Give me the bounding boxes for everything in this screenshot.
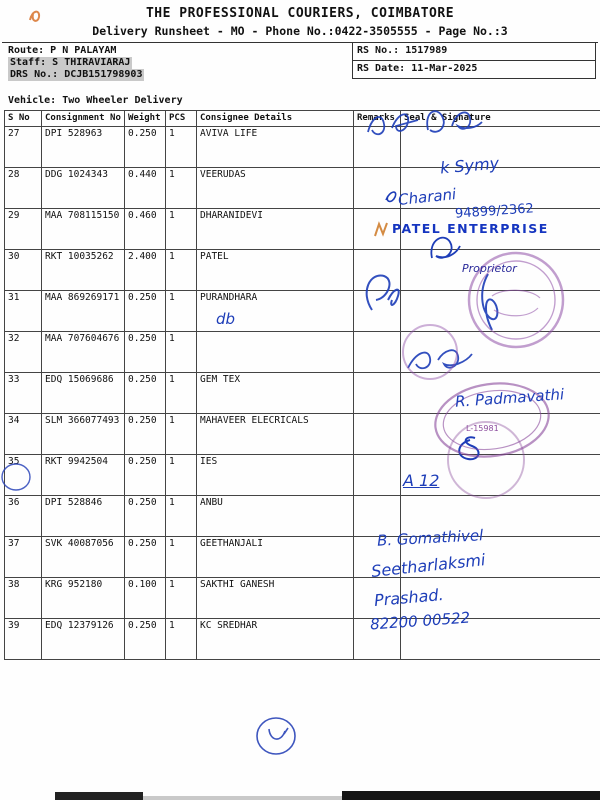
cell-weight: 0.460 [125,209,166,250]
cell-consignee-details: AVIVA LIFE [197,127,354,168]
cell-consignee-details: PURANDHARA [197,291,354,332]
cell-pcs: 1 [166,496,197,537]
staff-line [8,57,144,69]
cell-remarks [354,168,401,209]
table-row [5,332,600,373]
cell-weight: 2.400 [125,250,166,291]
cell-seal-signature [401,373,600,414]
rs-info-box [352,43,596,79]
rs-date-label: RS Date: [357,63,406,74]
table-row [5,496,600,537]
cell-consignment-no: MAA 708115150 [42,209,125,250]
cell-remarks [354,537,401,578]
column-header: Consignment No [42,111,125,127]
scan-artifact-bar-right [342,791,600,800]
cell-weight: 0.250 [125,496,166,537]
vehicle-value: Two Wheeler Delivery [62,95,183,106]
cell-sno: 35 [5,455,42,496]
cell-sno: 37 [5,537,42,578]
cell-consignee-details: ANBU [197,496,354,537]
cell-consignment-no: RKT 9942504 [42,455,125,496]
cell-weight: 0.250 [125,291,166,332]
cell-remarks [354,291,401,332]
cell-pcs: 1 [166,537,197,578]
cell-remarks [354,332,401,373]
cell-seal-signature [401,619,600,660]
signature-text-row28: k Symy [439,153,500,178]
column-header: Remarks [354,111,401,127]
scan-artifact-bar-mid [143,796,343,800]
rs-no-line [353,43,595,61]
cell-seal-signature [401,414,600,455]
table-row [5,619,600,660]
cell-remarks [354,619,401,660]
column-header: S No [5,111,42,127]
column-header: PCS [166,111,197,127]
cell-consignee-details: GEM TEX [197,373,354,414]
cell-consignee-details: IES [197,455,354,496]
table-row [5,250,600,291]
table-row [5,291,600,332]
route-value: P N PALAYAM [50,45,117,56]
cell-pcs: 1 [166,373,197,414]
stamp-text-proprietor: Proprietor [462,262,517,275]
phone-note-row39: 82200 00522 [369,608,471,634]
cell-sno: 30 [5,250,42,291]
cell-consignment-no: KRG 952180 [42,578,125,619]
table-head-row [5,111,600,127]
cell-sno: 33 [5,373,42,414]
cell-weight: 0.250 [125,373,166,414]
cell-remarks [354,414,401,455]
cell-sno: 34 [5,414,42,455]
cell-weight: 0.250 [125,127,166,168]
vehicle-label: Vehicle: [8,95,57,106]
cell-consignment-no: SVK 40087056 [42,537,125,578]
cell-pcs: 1 [166,578,197,619]
cell-remarks [354,373,401,414]
cell-remarks [354,127,401,168]
header-info-left [8,45,144,81]
pen-circle-bottom [257,718,295,754]
cell-consignee-details: DHARANIDEVI [197,209,354,250]
cell-consignment-no: DPI 528846 [42,496,125,537]
drs-highlight [8,69,144,81]
cell-remarks [354,578,401,619]
cell-pcs: 1 [166,168,197,209]
cell-consignment-no: MAA 869269171 [42,291,125,332]
cell-consignee-details [197,332,354,373]
table-row [5,168,600,209]
signature-text-row37: B. Gomathivel [376,526,484,550]
cell-consignee-details: GEETHANJALI [197,537,354,578]
runsheet-table [4,110,600,660]
cell-sno: 32 [5,332,42,373]
cell-sno: 28 [5,168,42,209]
drs-line [8,69,144,81]
table-row [5,373,600,414]
table-body [5,127,600,660]
cell-weight: 0.250 [125,332,166,373]
phone-note-row29: 94899/2362 [454,201,535,222]
cell-pcs: 1 [166,332,197,373]
column-header: Weight [125,111,166,127]
cell-pcs: 1 [166,291,197,332]
document-subtitle: Delivery Runsheet - MO - Phone No.:0422-3505555 - Page No.:3 [92,24,508,38]
cell-pcs: 1 [166,414,197,455]
cell-sno: 36 [5,496,42,537]
cell-weight: 0.100 [125,578,166,619]
signature-text-row39: Prashad. [373,585,445,610]
cell-pcs: 1 [166,127,197,168]
signature-text-row36: A 12 [403,471,440,490]
cell-consignee-details: KC SREDHAR [197,619,354,660]
stamp-text-patel-enterprise: PATEL ENTERPRISE [392,221,549,236]
table-row [5,209,600,250]
cell-seal-signature [401,250,600,291]
cell-consignment-no: DPI 528963 [42,127,125,168]
rs-date-value: 11-Mar-2025 [411,63,478,74]
table-row [5,578,600,619]
signature-text-row29: Charani [397,185,458,209]
column-header: Seal & Signature [401,111,600,127]
cell-seal-signature [401,168,600,209]
cell-seal-signature [401,578,600,619]
staff-value: S THIRAVIARAJ [52,57,131,68]
cell-sno: 29 [5,209,42,250]
cell-weight: 0.250 [125,414,166,455]
cell-sno: 39 [5,619,42,660]
table-row [5,414,600,455]
stamp-license-number: L-15981 [466,424,499,433]
cell-remarks [354,455,401,496]
table-row [5,127,600,168]
column-header: Consignee Details [197,111,354,127]
header-info-section [2,42,598,93]
drs-label: DRS No.: [10,69,59,80]
staff-label: Staff: [10,57,47,68]
route-line [8,45,144,57]
cell-weight: 0.250 [125,455,166,496]
cell-consignment-no: RKT 10035262 [42,250,125,291]
cell-consignee-details: SAKTHI GANESH [197,578,354,619]
cell-sno: 38 [5,578,42,619]
cell-remarks [354,250,401,291]
cell-seal-signature [401,496,600,537]
cell-sno: 31 [5,291,42,332]
cell-consignment-no: EDQ 12379126 [42,619,125,660]
initials-row32: db [216,310,236,328]
cell-consignee-details: VEERUDAS [197,168,354,209]
drs-value: DCJB151798903 [64,69,143,80]
cell-consignee-details: MAHAVEER ELECRICALS [197,414,354,455]
signature-text-row38: Seetharlaksmi [370,550,487,581]
cell-pcs: 1 [166,250,197,291]
cell-seal-signature [401,291,600,332]
signature-text-row34: R. Padmavathi [454,385,565,411]
cell-consignment-no: DDG 1024343 [42,168,125,209]
cell-seal-signature [401,209,600,250]
cell-weight: 0.250 [125,619,166,660]
rs-no-value: 1517989 [405,45,448,56]
cell-weight: 0.250 [125,537,166,578]
rs-date-line [353,61,595,78]
cell-sno: 27 [5,127,42,168]
cell-consignment-no: SLM 366077493 [42,414,125,455]
scan-artifact-bar-left [55,792,143,800]
rs-no-label: RS No.: [357,45,400,56]
cell-pcs: 1 [166,619,197,660]
cell-consignment-no: MAA 707604676 [42,332,125,373]
document-title: THE PROFESSIONAL COURIERS, COIMBATORE [145,6,455,21]
staff-highlight [8,57,132,69]
table-row [5,537,600,578]
cell-seal-signature [401,127,600,168]
cell-consignee-details: PATEL [197,250,354,291]
cell-remarks [354,496,401,537]
cell-seal-signature [401,332,600,373]
cell-pcs: 1 [166,455,197,496]
cell-pcs: 1 [166,209,197,250]
cell-consignment-no: EDQ 15069686 [42,373,125,414]
vehicle-line [8,95,600,106]
cell-seal-signature [401,537,600,578]
cell-weight: 0.440 [125,168,166,209]
cell-seal-signature [401,455,600,496]
cell-remarks [354,209,401,250]
route-label: Route: [8,45,45,56]
table-row [5,455,600,496]
